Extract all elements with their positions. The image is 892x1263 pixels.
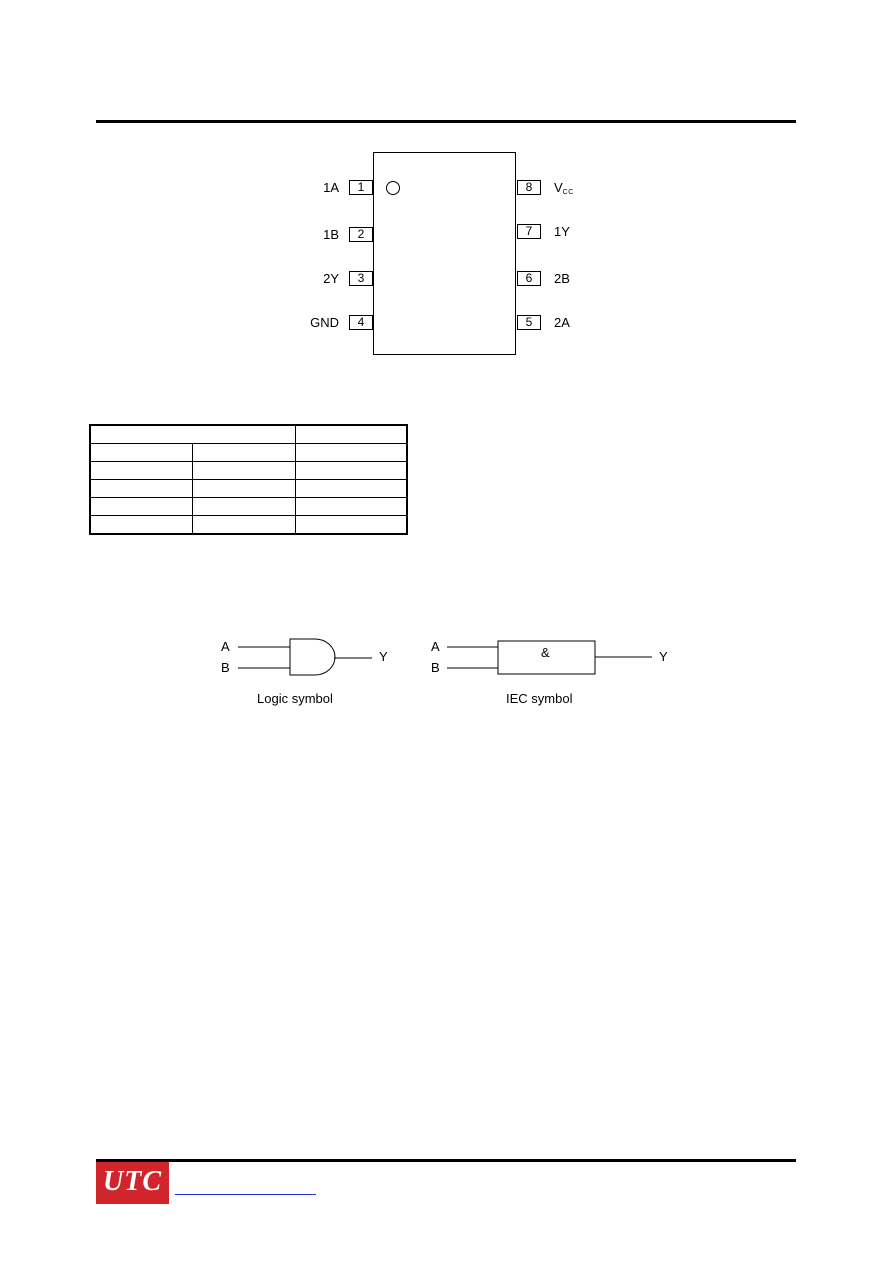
pin-4-number: 4 [349,315,373,330]
table-cell [90,444,192,462]
pin-2-label: 1B [323,227,339,242]
iec-output-label: Y [659,649,668,664]
utc-logo [96,1162,169,1204]
iec-and-mark: & [541,645,550,660]
table-cell [90,498,192,516]
table-cell [90,480,192,498]
table-row [90,498,407,516]
pin-8-label: $V_{CC}$ [554,180,574,196]
table-cell [295,462,407,480]
footer-link-underline[interactable] [175,1194,316,1195]
logic-symbol-caption: Logic symbol [257,691,333,706]
table-cell [192,480,295,498]
pin-6-label: 2B [554,271,570,286]
table-header-inputs [90,425,295,444]
table-cell [90,516,192,535]
table-header-output [295,425,407,444]
iec-symbol [431,639,668,706]
logic-input-a-label: A [221,639,230,654]
iec-input-a-label: A [431,639,440,654]
table-cell [90,462,192,480]
pin-5-label: 2A [554,315,570,330]
pin-2-number: 2 [349,227,373,242]
table-cell [192,444,295,462]
table-cell [295,480,407,498]
pin-8-label-subscript: CC [562,189,574,196]
table-row [90,516,407,535]
pin-7-number: 7 [517,224,541,239]
table-row [90,462,407,480]
pin-8-number: 8 [517,180,541,195]
header-rule [96,120,796,123]
pin-1-label: 1A [323,180,339,195]
pin1-indicator-dot [386,181,400,195]
table-cell [295,444,407,462]
pin-4-label: GND [310,315,339,330]
logic-symbol [221,639,388,706]
table-cell [192,462,295,480]
and-gate-shape [290,639,335,675]
table-cell [192,498,295,516]
table-cell [295,498,407,516]
iec-symbol-caption: IEC symbol [506,691,573,706]
table-cell [192,516,295,535]
gate-symbols [200,628,700,713]
function-table [89,424,408,535]
pin-5-number: 5 [517,315,541,330]
table-cell [295,516,407,535]
table-row [90,444,407,462]
pin-6-number: 6 [517,271,541,286]
iec-input-b-label: B [431,660,440,675]
table-row [90,480,407,498]
pin-1-number: 1 [349,180,373,195]
utc-logo-text: UTC [103,1166,162,1197]
logic-input-b-label: B [221,660,230,675]
footer-rule [96,1159,796,1162]
pin-7-label: 1Y [554,224,570,239]
logic-output-label: Y [379,649,388,664]
pin-3-number: 3 [349,271,373,286]
pin-3-label: 2Y [323,271,339,286]
table-header-row [90,425,407,444]
